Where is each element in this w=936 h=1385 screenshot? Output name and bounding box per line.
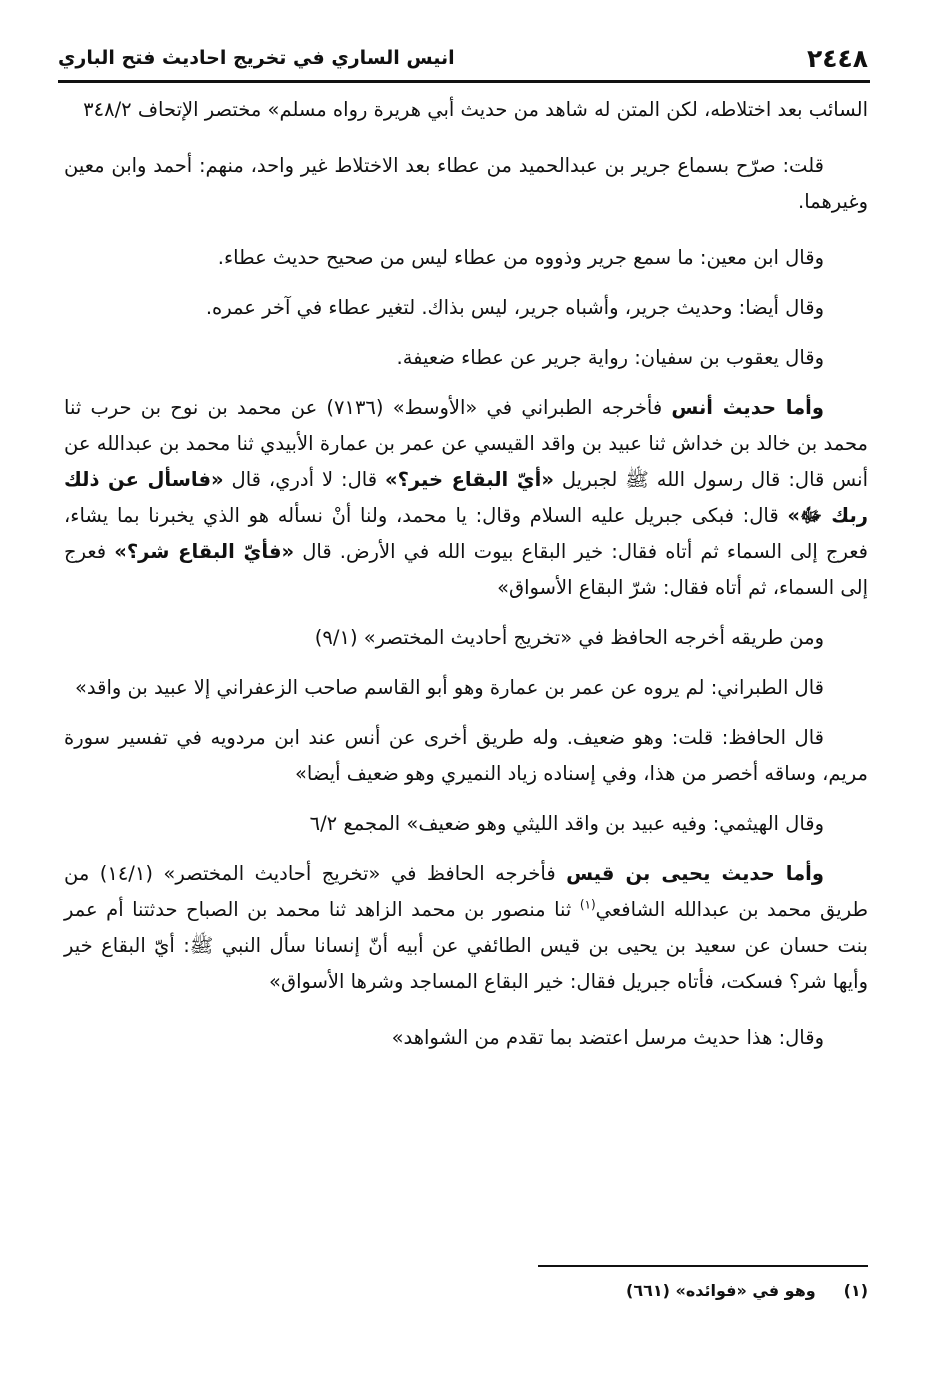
paragraph bbox=[64, 240, 868, 276]
text-run: وقال الهيثمي: وفيه عبيد بن واقد الليثي وهو ضعيف» المجمع ٦/٢ bbox=[309, 812, 824, 835]
text-run: وقال أيضا: وحديث جرير، وأشباه جرير، ليس بذاك. لتغير عطاء في آخر عمره. bbox=[205, 296, 824, 319]
body-text bbox=[64, 92, 868, 1056]
text-run: ثنا منصور بن محمد الزاهد ثنا محمد بن الصباح حدثتنا أم عمر بنت حسان عن سعيد بن يحيى بن قيس الطائفي عن أبيه أنّ إنسانا سأل النبي ﷺ: أيّ البقاع خير وأيها شر؟ فسكت، فأتاه جبريل فقال: خير البقاع المساجد وشرها الأسواق» bbox=[64, 898, 868, 993]
text-run: وقال: هذا حديث مرسل اعتضد بما تقدم من الشواهد» bbox=[391, 1026, 824, 1049]
footnote-text: وهو في «فوائده» (٦٦١) bbox=[626, 1281, 816, 1300]
paragraph bbox=[64, 806, 868, 842]
paragraph bbox=[64, 620, 868, 656]
paragraph bbox=[64, 390, 868, 606]
paragraph bbox=[64, 340, 868, 376]
bold-phrase: «فاسأل عن ذلك ربك ﷻ» bbox=[64, 468, 868, 527]
header-rule bbox=[58, 80, 870, 83]
text-run: قال الطبراني: لم يروه عن عمر بن عمارة وهو أبو القاسم صاحب الزعفراني إلا عبيد بن واقد» bbox=[74, 676, 824, 699]
paragraph bbox=[64, 856, 868, 1000]
paragraph bbox=[64, 670, 868, 706]
footnote-marker: (١) bbox=[843, 1281, 868, 1300]
footnote-reference: (١) bbox=[579, 897, 596, 912]
paragraph bbox=[64, 1020, 868, 1056]
bold-phrase: وأما حديث أنس bbox=[671, 396, 824, 419]
page-number: ٢٤٤٨ bbox=[806, 43, 868, 73]
running-title: انيس الساري في تخريج احاديث فتح الباري bbox=[58, 47, 455, 69]
paragraph bbox=[64, 720, 868, 792]
page-header bbox=[58, 40, 868, 76]
text-run: قال: فبكى جبريل عليه السلام وقال: يا محمد، ولنا أنْ نسأله هو الذي يخبرنا بما يشاء، فعرج إلى السماء ثم أتاه فقال: خير البقاع بيوت الله في الأرض. قال bbox=[64, 504, 868, 563]
bold-phrase: «أيّ البقاع خير؟» bbox=[385, 468, 554, 491]
paragraph bbox=[64, 92, 868, 128]
footnote bbox=[64, 1278, 868, 1304]
text-run: وقال يعقوب بن سفيان: رواية جرير عن عطاء ضعيفة. bbox=[396, 346, 824, 369]
text-run: قال الحافظ: قلت: وهو ضعيف. وله طريق أخرى عن أنس عند ابن مردويه في تفسير سورة مريم، وساقه أخصر من هذا، وفي إسناده زياد النميري وهو ضعيف أيضا» bbox=[64, 726, 868, 785]
text-run: فعرج إلى السماء، ثم أتاه فقال: شرّ البقاع الأسواق» bbox=[64, 540, 868, 599]
footnote-rule bbox=[538, 1265, 868, 1267]
bold-phrase: وأما حديث يحيى بن قيس bbox=[566, 862, 824, 885]
text-run: فأخرجه الطبراني في «الأوسط» (٧١٣٦) عن محمد بن نوح بن حرب ثنا محمد بن خالد بن خداش ثنا عبيد بن واقد القيسي عن عمر بن عمارة الأبيدي ثنا محمد بن عبدالله عن أنس قال: قال رسول الله ﷺ لجبريل bbox=[64, 396, 868, 491]
text-run: ومن طريقه أخرجه الحافظ في «تخريج أحاديث المختصر» (٩/١) bbox=[314, 626, 824, 649]
paragraph bbox=[64, 290, 868, 326]
text-run: وقال ابن معين: ما سمع جرير وذووه من عطاء ليس من صحيح حديث عطاء. bbox=[217, 246, 824, 269]
text-run: قال: لا أدري، قال bbox=[223, 468, 385, 491]
bold-phrase: «فأيّ البقاع شر؟» bbox=[114, 540, 295, 563]
text-run: قلت: صرّح بسماع جرير بن عبدالحميد من عطاء بعد الاختلاط غير واحد، منهم: أحمد وابن معين وغيرهما. bbox=[64, 154, 868, 213]
paragraph bbox=[64, 148, 868, 220]
text-run: فأخرجه الحافظ في «تخريج أحاديث المختصر» (١٤/١) من طريق محمد بن عبدالله الشافعي bbox=[64, 862, 868, 921]
text-run: السائب بعد اختلاطه، لكن المتن له شاهد من حديث أبي هريرة رواه مسلم» مختصر الإتحاف ٣٤٨/٢ bbox=[83, 98, 868, 121]
